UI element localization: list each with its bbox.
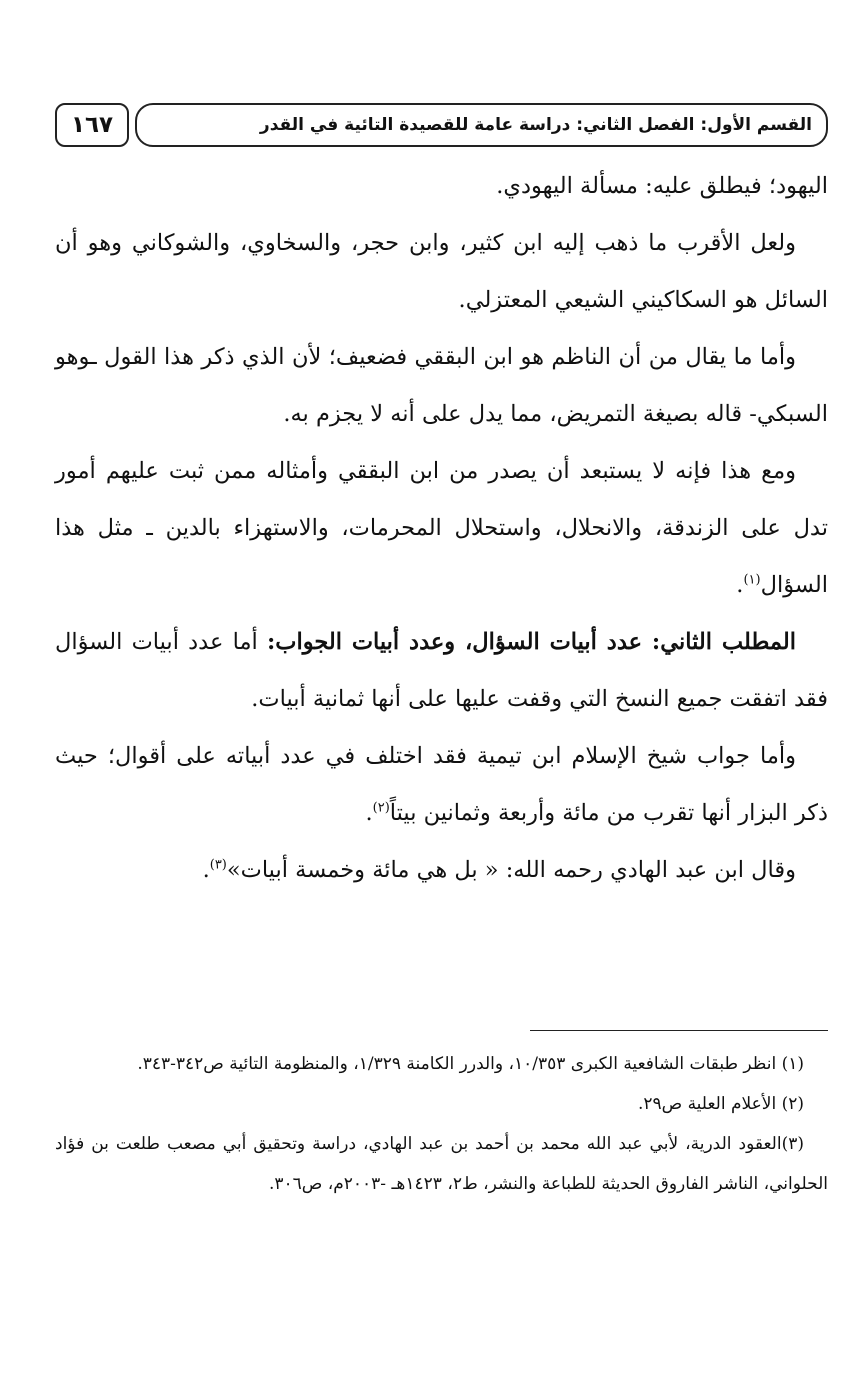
footnote-ref-3[interactable]: (٣) [209, 857, 227, 873]
paragraph-7-end: . [202, 857, 210, 883]
footnote-1: (١) انظر طبقات الشافعية الكبرى ١٠/٣٥٣، والدرر الكامنة ١/٣٢٩، والمنظومة التائية ص٣٤٢-٣٤٣. [137, 1054, 804, 1074]
paragraph-3: وأما ما يقال من أن الناظم هو ابن البققي فضعيف؛ لأن الذي ذكر هذا القول ـوهو السبكي- قاله بصيغة التمريض، مما يدل على أنه لا يجزم به. [55, 344, 828, 427]
paragraph-5 [55, 614, 828, 728]
footnote-3: (٣)العقود الدرية، لأبي عبد الله محمد بن أحمد بن عبد الهادي، دراسة وتحقيق أبي مصعب طلعت بن فؤاد الحلواني، الناشر الفاروق الحديثة للطباعة والنشر، ط٢، ١٤٢٣هـ -٢٠٠٣م، ص٣٠٦. [55, 1134, 828, 1194]
footnote-2: (٢) الأعلام العلية ص٢٩. [637, 1094, 804, 1114]
paragraph-4-text: ومع هذا فإنه لا يستبعد أن يصدر من ابن البققي وأمثاله ممن ثبت عليهم أمور تدل على الزندقة، والانحلال، واستحلال المحرمات، والاستهزاء بالدين ـ مثل هذا السؤال [55, 458, 828, 598]
footnote-divider [530, 1030, 828, 1031]
page-header [55, 103, 828, 149]
paragraph-6-end: . [365, 800, 373, 826]
main-text [55, 158, 828, 899]
section-heading: المطلب الثاني: عدد أبيات السؤال، وعدد أبيات الجواب: [266, 629, 797, 655]
paragraph-6-text: وأما جواب شيخ الإسلام ابن تيمية فقد اختلف في عدد أبياته على أقوال؛ حيث ذكر البزار أنها تقرب من مائة وأربعة وثمانين بيتاً [55, 743, 828, 826]
page-number: ١٦٧ [55, 103, 129, 147]
paragraph-2: ولعل الأقرب ما ذهب إليه ابن كثير، وابن حجر، والسخاوي، والشوكاني وهو أن السائل هو السكاكيني الشيعي المعتزلي. [55, 230, 828, 313]
paragraph-1: اليهود؛ فيطلق عليه: مسألة اليهودي. [496, 173, 828, 199]
footnote-ref-2[interactable]: (٢) [372, 800, 390, 816]
footnote-ref-1[interactable]: (١) [743, 572, 761, 588]
running-title: القسم الأول: الفصل الثاني: دراسة عامة للقصيدة التائية في القدر [135, 103, 828, 147]
paragraph-7-text: وقال ابن عبد الهادي رحمه الله: « بل هي مائة وخمسة أبيات» [226, 857, 796, 883]
paragraph-5-text: أما عدد أبيات السؤال فقد اتفقت جميع النسخ التي وقفت عليها على أنها ثمانية أبيات. [55, 629, 828, 712]
paragraph-4 [55, 443, 828, 614]
footnotes [55, 1044, 828, 1204]
paragraph-7 [55, 842, 828, 899]
paragraph-4-end: . [736, 572, 744, 598]
paragraph-6 [55, 728, 828, 842]
